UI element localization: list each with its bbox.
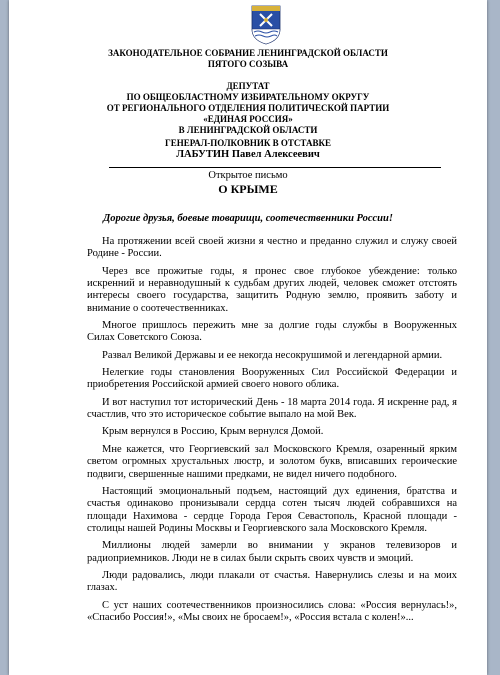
letter-body [87,236,457,629]
paragraph: Люди радовались, люди плакали от счастья. Навернулись слезы и на моих глазах. [87,569,457,594]
deputy-district: ПО ОБЩЕОБЛАСТНОМУ ИЗБИРАТЕЛЬНОМУ ОКРУГУ [126,92,370,102]
author-block [9,138,487,161]
assembly-line: ЗАКОНОДАТЕЛЬНОЕ СОБРАНИЕ ЛЕНИНГРАДСКОЙ ОБЛАСТИ [108,48,388,58]
paragraph: На протяжении всей своей жизни я честно и преданно служил и служу своей Родине - России. [87,236,457,260]
paragraph: Мне кажется, что Георгиевский зал Московского Кремля, озаренный ярким светом огромных хрустальных люстр, и золотом букв, вписавших героические подвиги, свершенные нашими предками, не видел ничего подобного. [87,443,457,480]
paragraph: И вот наступил тот исторический День - 18 марта 2014 года. Я искренне рад, я счастлив, что это историческое событие выпало на мой Век. [87,396,457,421]
assembly-convocation: ПЯТОГО СОЗЫВА [207,59,289,69]
paragraph: Миллионы людей замерли во внимании у экранов телевизоров и радиоприемников. Люди не в силах были скрыть своих чувств и эмоций. [87,540,457,564]
paragraph: Настоящий эмоциональный подъем, настоящий дух единения, братства и счастья одинаково пронизывали сердца сотен тысяч людей собравшихся на площади Нахимова - сердце Города Героя Севастополь, Красной площади - столицы нашей Родины Москвы и Георгиевского зала Московского Кремля. [87,485,457,534]
paragraph: Нелегкие годы становления Вооруженных Сил Российской Федерации и приобретения Российской армией своего нового облика. [87,367,457,391]
deputy-party-name: «ЕДИНАЯ РОССИЯ» [203,114,293,124]
letter-greeting: Дорогие друзья, боевые товарищи, соотечественники России! [103,213,393,224]
letter-type: Открытое письмо [208,170,288,181]
document-page [9,0,487,675]
deputy-title: ДЕПУТАТ [226,81,270,91]
header-divider [109,167,441,168]
paragraph: Развал Великой Державы и ее некогда несокрушимой и легендарной армии. [102,349,443,361]
assembly-header [9,48,487,70]
paragraph: Многое пришлось пережить мне за долгие годы службы в Вооруженных Силах Советского Союза. [87,320,457,344]
letter-title: О КРЫМЕ [218,182,278,196]
paragraph: Через все прожитые годы, я пронес свое глубокое убеждение: только искренний и неравнодушный к судьбам других людей, человек сможет отстоять интересы своего государства, защитить Родную землю, проявить заботу и внимание о соотечественниках. [87,265,457,314]
deputy-region: В ЛЕНИНГРАДСКОЙ ОБЛАСТИ [178,125,318,135]
author-name: ЛАБУТИН Павел Алексеевич [176,149,320,160]
paragraph: Крым вернулся в Россию, Крым вернулся Домой. [102,426,324,438]
paragraph: С уст наших соотечественников произносились слова: «Россия вернулась!», «Спасибо Россия!», «Мы своих не бросаем!», «Россия встала с колен!»... [87,599,457,623]
deputy-header [9,81,487,136]
deputy-party-branch: ОТ РЕГИОНАЛЬНОГО ОТДЕЛЕНИЯ ПОЛИТИЧЕСКОЙ ПАРТИИ [106,103,390,113]
coat-of-arms-icon [251,5,281,45]
author-rank: ГЕНЕРАЛ-ПОЛКОВНИК В ОТСТАВКЕ [165,138,331,148]
